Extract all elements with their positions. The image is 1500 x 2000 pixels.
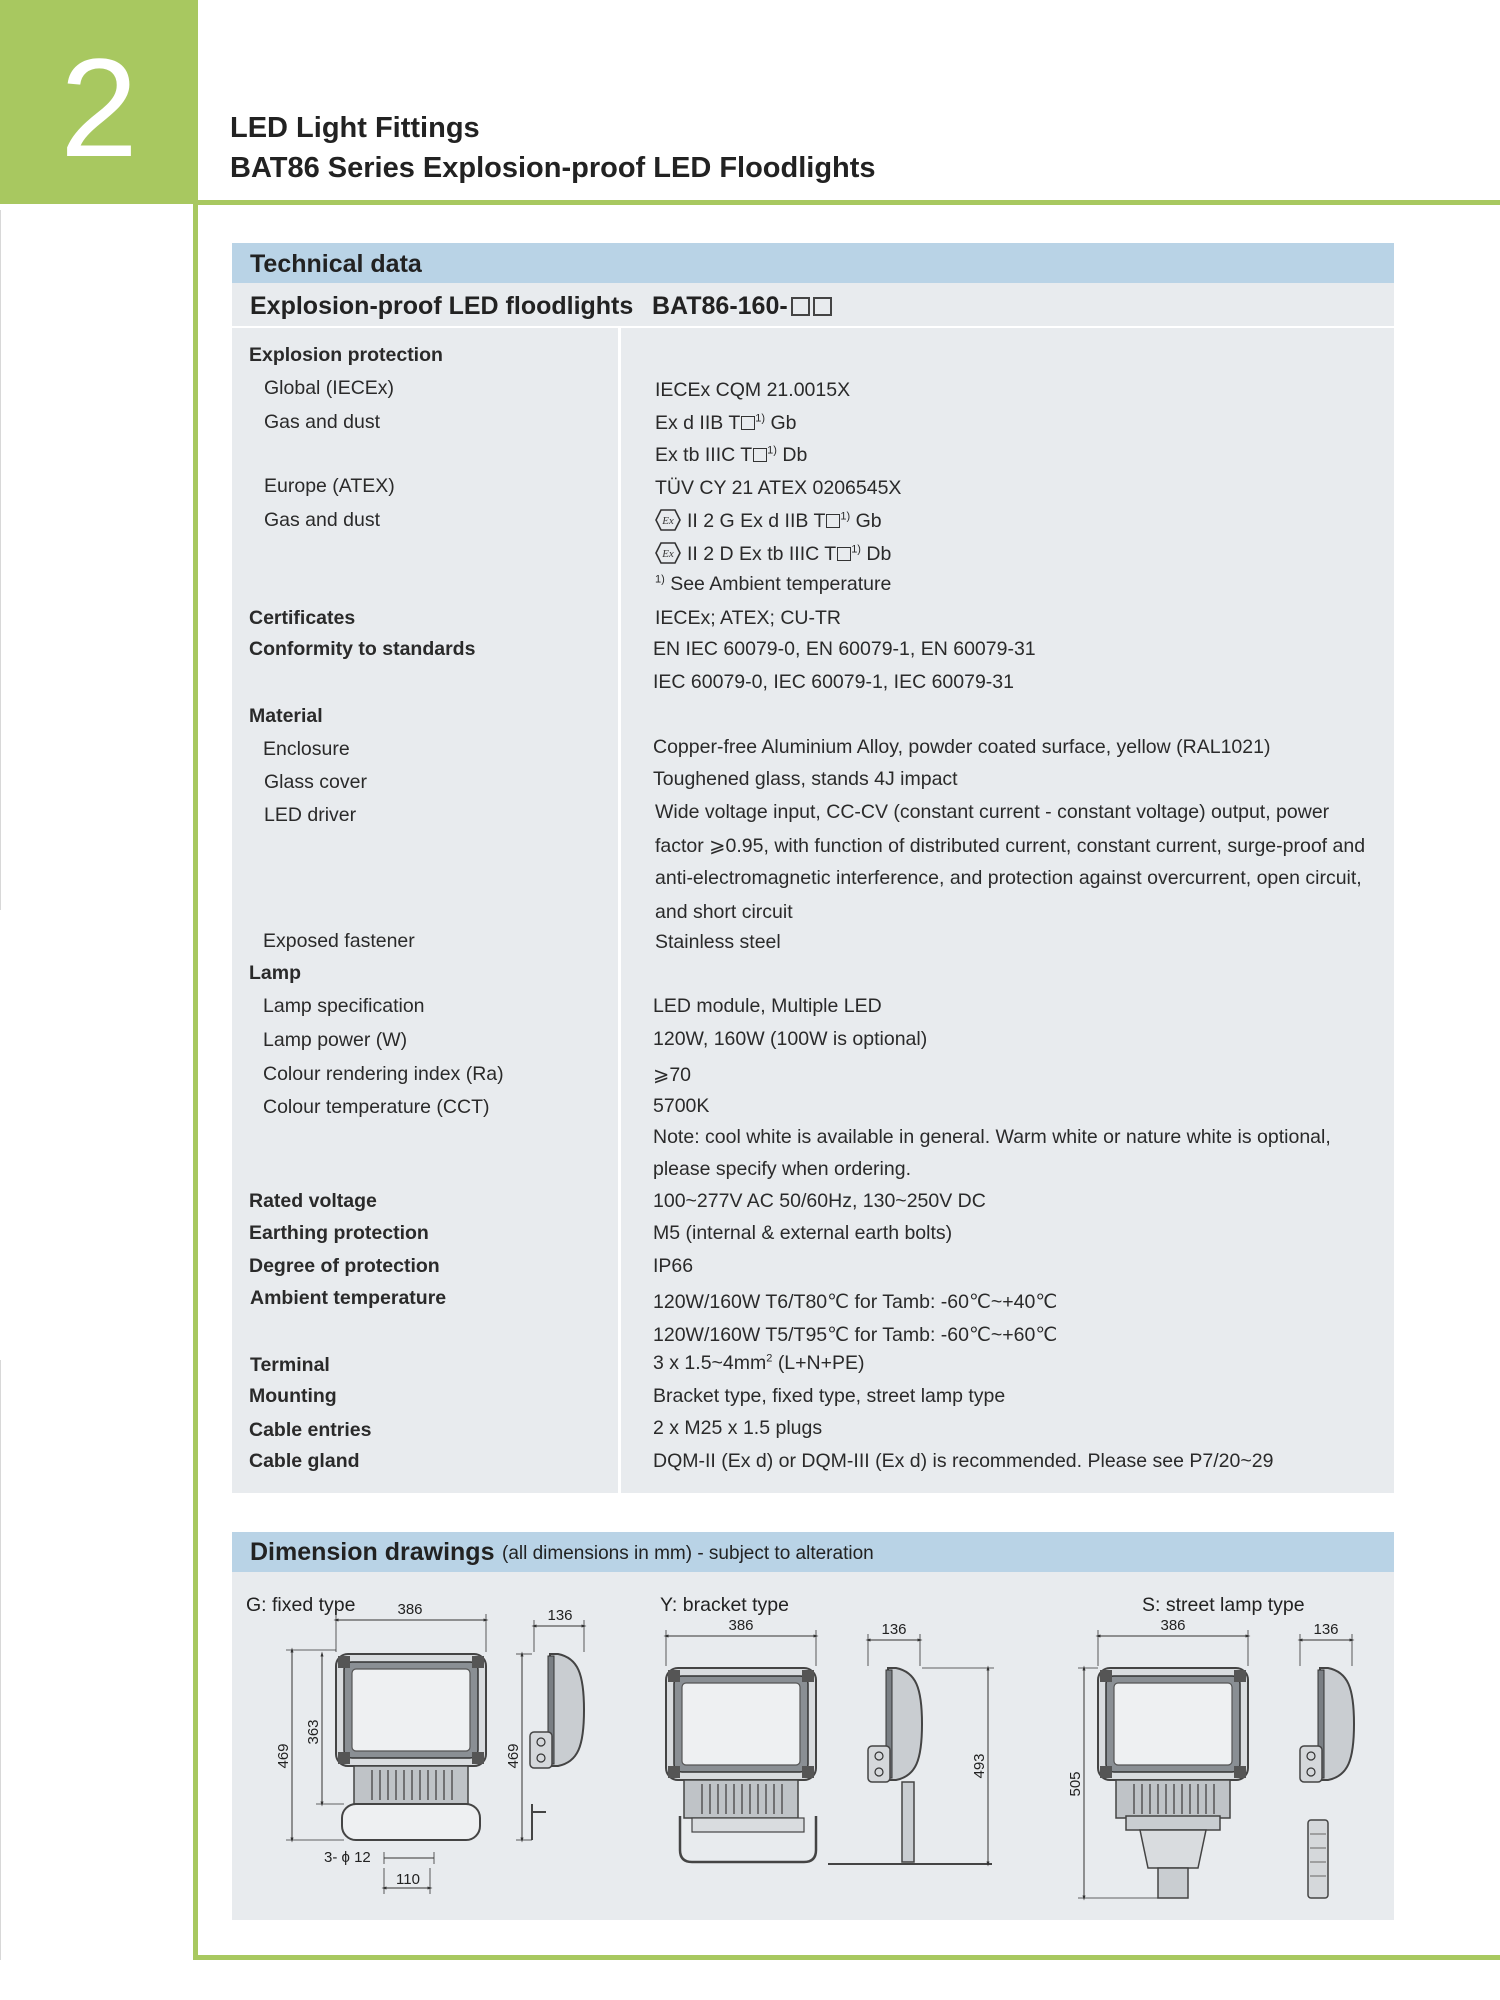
value-cct-note-2: please specify when ordering. bbox=[653, 1158, 911, 1180]
value-iecex-gas-a: Ex d IIB T bbox=[655, 412, 741, 434]
value-iecex: IECEx CQM 21.0015X bbox=[655, 379, 851, 401]
footnote-ref: 1) bbox=[767, 444, 777, 457]
value-conformity-1: EN IEC 60079-0, EN 60079-1, EN 60079-31 bbox=[653, 638, 1036, 660]
ex-hexagon-icon bbox=[655, 542, 681, 564]
bottom-divider bbox=[193, 1955, 1500, 1960]
dimension-drawings-svg bbox=[232, 1572, 1394, 1920]
footnote-ref: 1) bbox=[755, 412, 766, 425]
s-width-label: 386 bbox=[1160, 1617, 1186, 1634]
label-material: Material bbox=[249, 705, 323, 727]
value-glass-cover: Toughened glass, stands 4J impact bbox=[653, 768, 958, 790]
value-cct-note-1: Note: cool white is available in general. Warm white or nature white is optional, bbox=[653, 1126, 1331, 1148]
value-iecex-dust bbox=[655, 444, 807, 467]
g-holes-label: 3- ϕ 12 bbox=[324, 1849, 371, 1866]
label-rated-voltage: Rated voltage bbox=[249, 1190, 377, 1212]
label-cct: Colour temperature (CCT) bbox=[263, 1096, 490, 1118]
chapter-block bbox=[0, 0, 198, 204]
g-fixed-type-title: G: fixed type bbox=[246, 1594, 356, 1616]
svg-text:Ex: Ex bbox=[662, 515, 674, 527]
product-code-text: BAT86-160- bbox=[652, 292, 788, 320]
value-atex: TÜV CY 21 ATEX 0206545X bbox=[655, 477, 902, 499]
label-cri: Colour rendering index (Ra) bbox=[263, 1063, 504, 1085]
value-enclosure: Copper-free Aluminium Alloy, powder coated surface, yellow (RAL1021) bbox=[653, 736, 1271, 758]
label-earthing: Earthing protection bbox=[249, 1222, 429, 1244]
label-gas-dust-atex: Gas and dust bbox=[264, 509, 380, 531]
placeholder-box-icon bbox=[753, 448, 767, 462]
label-lamp-spec: Lamp specification bbox=[263, 995, 425, 1017]
page-title: LED Light Fittings bbox=[230, 112, 480, 144]
s-street-lamp-type-title: S: street lamp type bbox=[1142, 1594, 1305, 1616]
label-conformity: Conformity to standards bbox=[249, 638, 476, 660]
footnote-text: See Ambient temperature bbox=[670, 573, 892, 595]
value-ambient-2: 120W/160W T5/T95℃ for Tamb: -60℃~+60℃ bbox=[653, 1324, 1058, 1346]
product-code bbox=[652, 292, 832, 321]
g-body-height-label: 363 bbox=[305, 1719, 322, 1745]
value-earthing: M5 (internal & external earth bolts) bbox=[653, 1222, 953, 1244]
value-iecex-dust-b: Db bbox=[782, 444, 808, 466]
label-certificates: Certificates bbox=[249, 607, 356, 629]
dimension-drawings-section bbox=[232, 1532, 1394, 1920]
value-terminal-a: 3 x 1.5~4mm bbox=[653, 1352, 767, 1374]
placeholder-box-icon bbox=[791, 297, 810, 316]
value-iecex-dust-a: Ex tb IIIC T bbox=[655, 444, 753, 466]
value-rated-voltage: 100~277V AC 50/60Hz, 130~250V DC bbox=[653, 1190, 986, 1212]
s-depth-label: 136 bbox=[1313, 1621, 1339, 1638]
edge-mark bbox=[0, 210, 1, 910]
value-cable-gland: DQM-II (Ex d) or DQM-III (Ex d) is recommended. Please see P7/20~29 bbox=[653, 1450, 1274, 1472]
y-bracket-type-title: Y: bracket type bbox=[660, 1594, 789, 1616]
placeholder-box-icon bbox=[837, 547, 851, 561]
value-terminal-sup: 2 bbox=[766, 1352, 773, 1365]
label-europe-atex: Europe (ATEX) bbox=[264, 475, 395, 497]
footnote-ref: 1) bbox=[840, 510, 851, 523]
product-label: Explosion-proof LED floodlights bbox=[250, 292, 634, 320]
s-height-label: 505 bbox=[1067, 1771, 1084, 1797]
dimension-drawings-heading: Dimension drawings bbox=[250, 1538, 495, 1566]
label-led-driver: LED driver bbox=[264, 804, 357, 826]
value-cri: ⩾70 bbox=[653, 1064, 692, 1086]
value-iecex-gas bbox=[655, 412, 796, 435]
label-explosion-protection: Explosion protection bbox=[249, 344, 443, 366]
side-divider bbox=[193, 204, 198, 1960]
y-width-label: 386 bbox=[728, 1617, 754, 1634]
y-depth-label: 136 bbox=[881, 1621, 907, 1638]
page-subtitle: BAT86 Series Explosion-proof LED Floodlights bbox=[230, 152, 876, 184]
column-divider bbox=[618, 328, 621, 1493]
value-led-driver-4: and short circuit bbox=[655, 901, 793, 923]
value-atex-gas-a: II 2 G Ex d IIB T bbox=[687, 510, 826, 532]
label-cable-gland: Cable gland bbox=[249, 1450, 360, 1472]
label-ambient: Ambient temperature bbox=[250, 1287, 447, 1309]
value-certificates: IECEx; ATEX; CU-TR bbox=[655, 607, 841, 629]
value-atex-dust-b: Db bbox=[866, 543, 892, 565]
label-gas-dust-iecex: Gas and dust bbox=[264, 411, 380, 433]
label-glass-cover: Glass cover bbox=[264, 771, 367, 793]
value-degree: IP66 bbox=[653, 1255, 694, 1277]
label-cable-entries: Cable entries bbox=[249, 1419, 372, 1441]
value-ambient-1: 120W/160W T6/T80℃ for Tamb: -60℃~+40℃ bbox=[653, 1291, 1058, 1313]
header-divider bbox=[198, 200, 1500, 205]
footnote-mark: 1) bbox=[655, 573, 665, 586]
technical-data-heading: Technical data bbox=[250, 250, 422, 278]
value-exposed-fastener: Stainless steel bbox=[655, 931, 781, 953]
label-mounting: Mounting bbox=[249, 1385, 337, 1407]
value-conformity-2: IEC 60079-0, IEC 60079-1, IEC 60079-31 bbox=[653, 671, 1014, 693]
label-degree: Degree of protection bbox=[249, 1255, 440, 1277]
svg-text:Ex: Ex bbox=[662, 548, 674, 560]
value-lamp-power: 120W, 160W (100W is optional) bbox=[653, 1028, 928, 1050]
g-total-height-label: 469 bbox=[275, 1743, 292, 1769]
dimension-drawings-note: (all dimensions in mm) - subject to alteration bbox=[502, 1543, 874, 1564]
dimension-drawings-header bbox=[232, 1532, 1394, 1572]
value-atex-dust-a: II 2 D Ex tb IIIC T bbox=[687, 543, 837, 565]
edge-mark bbox=[0, 1360, 1, 1960]
value-lamp-spec: LED module, Multiple LED bbox=[653, 995, 882, 1017]
chapter-number: 2 bbox=[60, 29, 138, 186]
label-lamp-power: Lamp power (W) bbox=[263, 1029, 408, 1051]
y-bracket-type-drawing bbox=[666, 1630, 994, 1864]
value-atex-gas-b: Gb bbox=[855, 510, 882, 532]
placeholder-box-icon bbox=[813, 297, 832, 316]
value-cct: 5700K bbox=[653, 1095, 710, 1117]
value-cable-entries: 2 x M25 x 1.5 plugs bbox=[653, 1417, 823, 1439]
y-height-label: 493 bbox=[971, 1753, 988, 1779]
g-depth-label: 136 bbox=[547, 1607, 573, 1624]
label-enclosure: Enclosure bbox=[263, 738, 350, 760]
placeholder-box-icon bbox=[826, 514, 840, 528]
value-mounting: Bracket type, fixed type, street lamp type bbox=[653, 1385, 1006, 1407]
value-atex-dust bbox=[655, 542, 891, 566]
label-global-iecex: Global (IECEx) bbox=[264, 377, 395, 399]
label-lamp: Lamp bbox=[249, 962, 302, 984]
g-side-height-label: 469 bbox=[505, 1743, 522, 1769]
value-atex-gas bbox=[655, 509, 882, 533]
ex-hexagon-icon bbox=[655, 509, 681, 531]
technical-data-section bbox=[232, 243, 1394, 1493]
technical-data-header bbox=[232, 243, 1394, 283]
product-row bbox=[232, 284, 1394, 328]
s-street-lamp-type-drawing bbox=[1078, 1630, 1354, 1898]
value-led-driver-1: Wide voltage input, CC-CV (constant current - constant voltage) output, power bbox=[655, 801, 1330, 823]
g-width-label: 386 bbox=[397, 1601, 423, 1618]
value-iecex-gas-b: Gb bbox=[770, 412, 797, 434]
value-terminal bbox=[653, 1352, 865, 1375]
label-terminal: Terminal bbox=[250, 1354, 330, 1376]
value-terminal-b: (L+N+PE) bbox=[777, 1352, 865, 1374]
footnote bbox=[655, 573, 891, 596]
placeholder-box-icon bbox=[741, 416, 755, 430]
footnote-ref: 1) bbox=[851, 543, 861, 556]
label-exposed-fastener: Exposed fastener bbox=[263, 930, 415, 952]
g-hole-spacing-label: 110 bbox=[396, 1871, 420, 1888]
value-led-driver-2: factor ⩾0.95, with function of distributed current, constant current, surge-proof and bbox=[655, 835, 1366, 857]
value-led-driver-3: anti-electromagnetic interference, and protection against overcurrent, open circuit, bbox=[655, 867, 1362, 889]
